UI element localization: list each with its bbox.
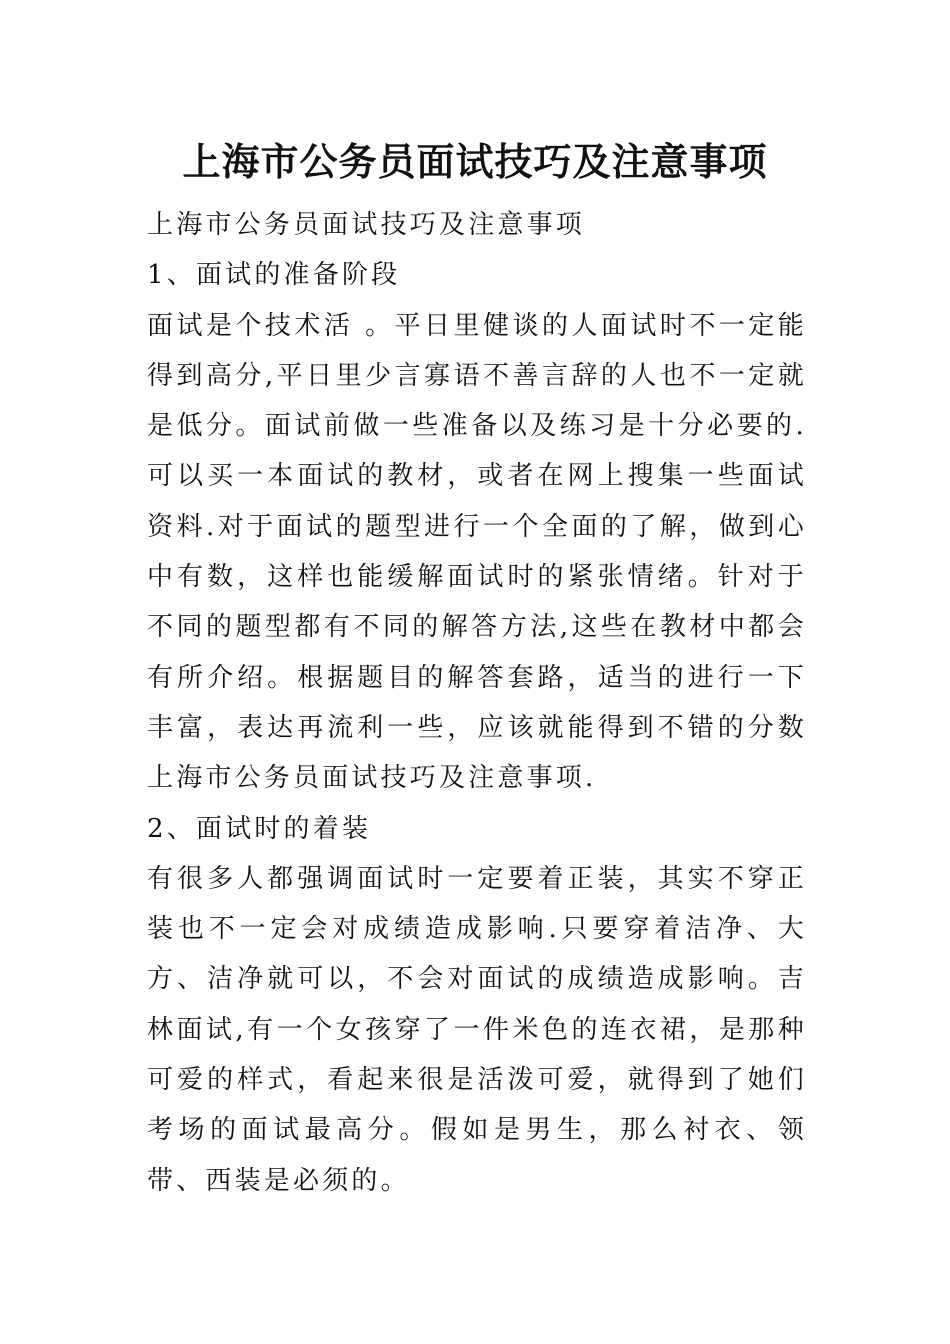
paragraph-attire: 有很多人都强调面试时一定要着正装，其实不穿正装也不一定会对成绩造成影响.只要穿着洁净、大方、洁净就可以，不会对面试的成绩造成影响。吉林面试,有一个女孩穿了一件米色的连衣裙，是那种可爱的样式，看起来很是活泼可爱，就得到了她们考场的面试最高分。假如是男生，那么衬衣、领带、西装是必须的。 [147,863,807,1196]
document-title: 上海市公务员面试技巧及注意事项 [182,139,768,184]
subtitle-line: 上海市公务员面试技巧及注意事项 [147,210,586,240]
section-heading-2: 2、面试时的着装 [147,813,372,844]
document-body [147,200,807,1206]
paragraph-preparation: 面试是个技术活 。平日里健谈的人面试时不一定能得到高分,平日里少言寡语不善言辞的人也不一定就是低分。面试前做一些准备以及练习是十分必要的.可以买一本面试的教材，或者在网上搜集一些面试资料.对于面试的题型进行一个全面的了解，做到心中有数，这样也能缓解面试时的紧张情绪。针对于不同的题型都有不同的解答方法,这些在教材中都会有所介绍。根据题目的解答套路，适当的进行一下丰富，表达再流利一些，应该就能得到不错的分数上海市公务员面试技巧及注意事项. [147,310,807,794]
section-heading-1: 1、面试的准备阶段 [147,260,401,291]
